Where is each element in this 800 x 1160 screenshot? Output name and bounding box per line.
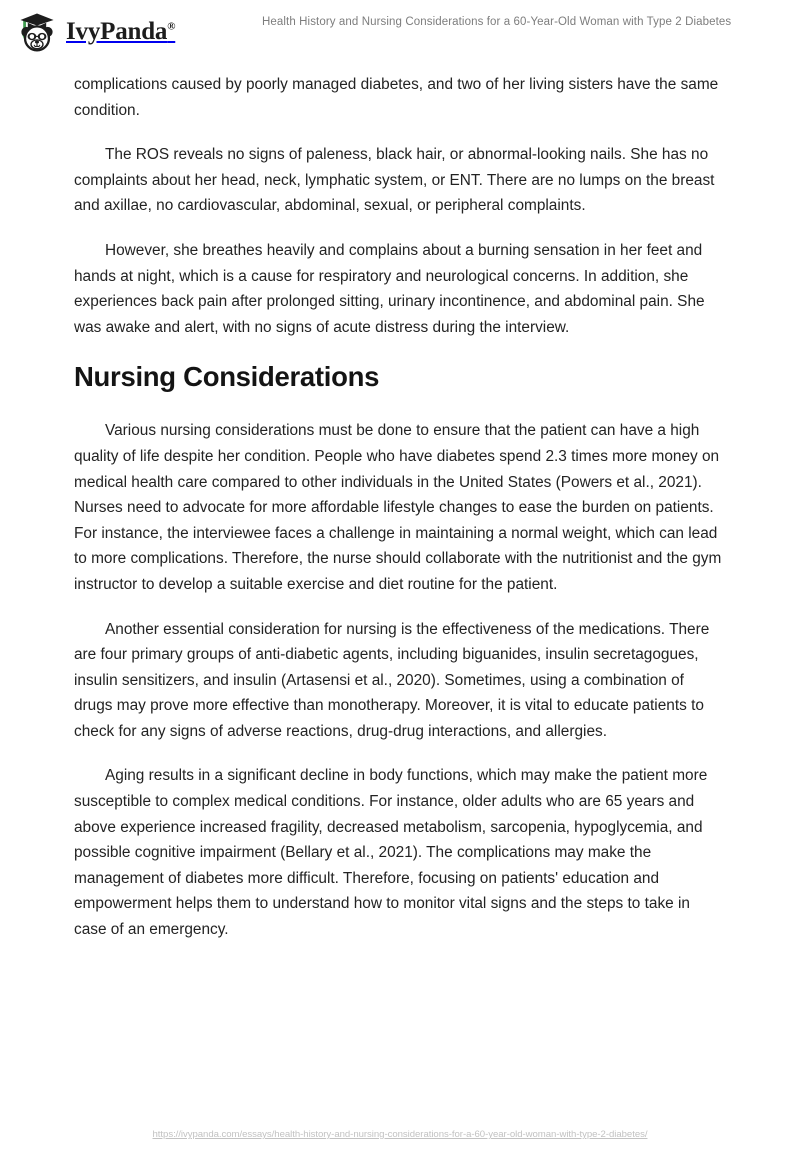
registered-trademark-symbol: ® bbox=[167, 20, 176, 33]
source-url-link[interactable]: https://ivypanda.com/essays/health-history-and-nursing-considerations-for-a-60-year-old-woman-with-type-2-diabetes/ bbox=[152, 1129, 648, 1140]
document-body bbox=[74, 72, 726, 962]
page-header bbox=[0, 0, 800, 60]
brand-wordmark bbox=[66, 19, 175, 44]
section-heading-nursing-considerations: Nursing Considerations bbox=[74, 361, 380, 393]
panda-graduation-cap-logo-icon bbox=[14, 8, 60, 54]
paragraph-medication-effectiveness: Another essential consideration for nursing is the effectiveness of the medications. There are four primary groups of anti-diabetic agents, including biguanides, insulin secretagogues, insulin sensitizers, and insulin (Artasensi et al., 2020). Sometimes, using a combination of drugs may prove more effective than monotherapy. Moreover, it is vital to educate patients to check for any signs of adverse reactions, drug-drug interactions, and allergies. bbox=[74, 620, 710, 740]
brand-logo-link[interactable] bbox=[14, 8, 175, 54]
paragraph-respiratory-neurological: However, she breathes heavily and complains about a burning sensation in her feet and hands at night, which is a cause for respiratory and neurological concerns. In addition, she experiences back pain after prolonged sitting, urinary incontinence, and abdominal pain. She was awake and alert, with no signs of acute distress during the interview. bbox=[74, 241, 705, 336]
page-footer bbox=[0, 1124, 800, 1142]
paragraph-continued-family-history: complications caused by poorly managed diabetes, and two of her living sisters have the same condition. bbox=[74, 76, 719, 119]
paragraph-ros-findings: The ROS reveals no signs of paleness, black hair, or abnormal-looking nails. She has no complaints about her head, neck, lymphatic system, or ENT. There are no lumps on the breast and axillae, no cardiovascular, abdominal, sexual, or peripheral complaints. bbox=[74, 146, 715, 215]
paragraph-quality-of-life-cost: Various nursing considerations must be done to ensure that the patient can have a high quality of life despite her condition. People who have diabetes spend 2.3 times more money on medical health care compared to other individuals in the United States (Powers et al., 2021). Nurses need to advocate for more affordable lifestyle changes to ease the burden on patients. For instance, the interviewee faces a challenge in maintaining a normal weight, which can lead to more complications. Therefore, the nurse should collaborate with the nutritionist and the gym instructor to develop a suitable exercise and diet routine for the patient. bbox=[74, 422, 722, 593]
brand-name-text: IvyPanda bbox=[66, 17, 168, 45]
document-title-header: Health History and Nursing Considerations for a 60-Year-Old Woman with Type 2 Diabetes bbox=[262, 16, 732, 28]
paragraph-aging-decline: Aging results in a significant decline in body functions, which may make the patient more susceptible to complex medical conditions. For instance, older adults who are 65 years and above experience increased fragility, decreased metabolism, sarcopenia, hypoglycemia, and possible cognitive impairment (Bellary et al., 2021). The complications may make the management of diabetes more difficult. Therefore, focusing on patients' education and empowerment helps them to understand how to monitor vital signs and the steps to take in case of an emergency. bbox=[74, 767, 708, 939]
